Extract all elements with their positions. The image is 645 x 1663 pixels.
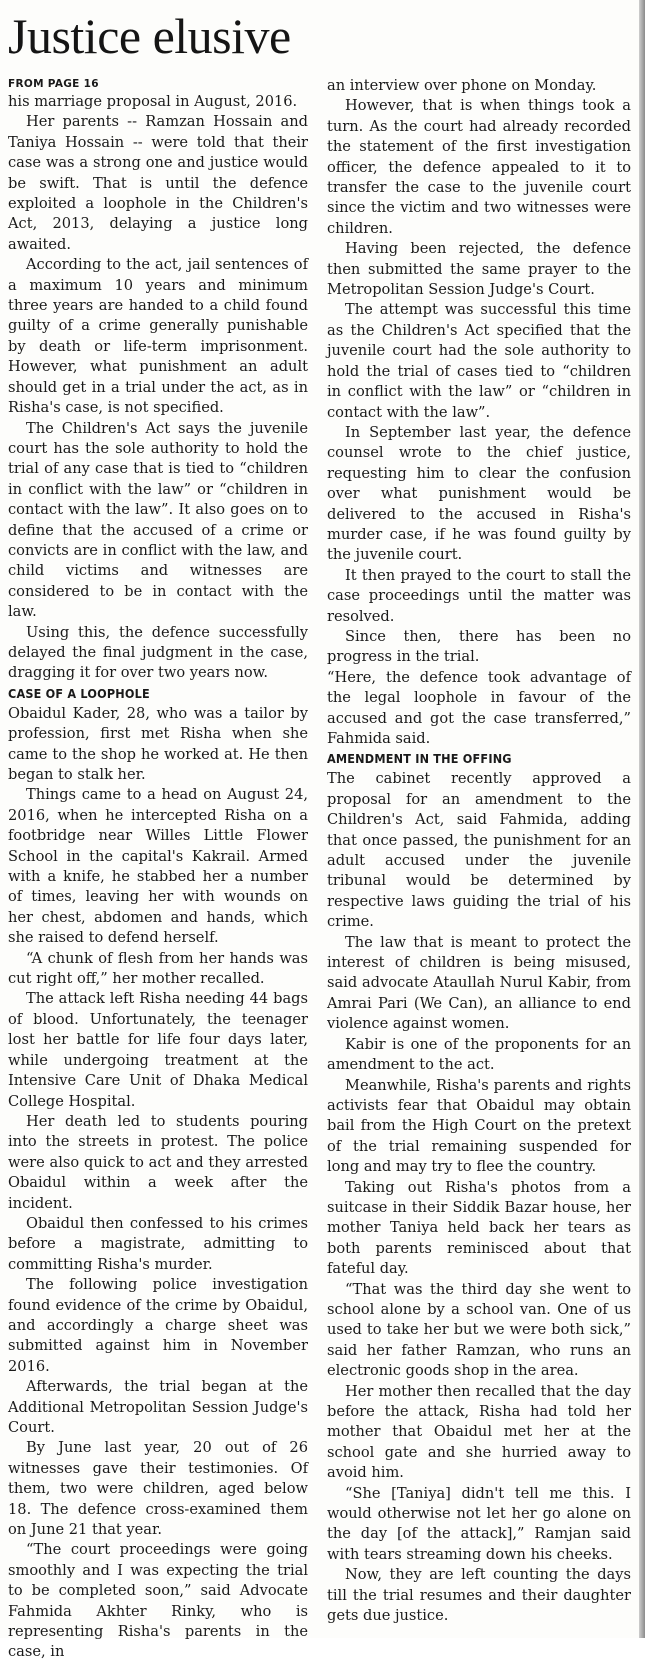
article-paragraph: By June last year, 20 out of 26 witnesses gave their testimonies. Of them, two were children, aged below 18. The defence cross-examined them on June 21 that year. — [8, 1439, 308, 1539]
article-paragraph: “She [Taniya] didn't tell me this. I would otherwise not let her go alone on the day [of the attack],” Ramjan said with tears streaming down his cheeks. — [327, 1484, 631, 1563]
article-paragraph: Kabir is one of the proponents for an amendment to the act. — [327, 1035, 631, 1074]
section-subhead: AMENDMENT IN THE OFFING — [327, 751, 512, 767]
article-paragraph: Her death led to students pouring into the streets in protest. The police were also quick to act and they arrested Obaidul within a week after the incident. — [8, 1112, 308, 1212]
article-paragraph: The attempt was successful this time as the Children's Act specified that the juvenile court had the sole authority to hold the trial of cases tied to “children in conflict with the law” or “children in contact with the law”. — [327, 301, 631, 421]
article-paragraph: “Here, the defence took advantage of the legal loophole in favour of the accused and got the case transferred,” Fahmida said. — [327, 668, 631, 747]
continued-from-label: FROM PAGE 16 — [8, 78, 99, 90]
article-paragraph: Having been rejected, the defence then submitted the same prayer to the Metropolitan Session Judge's Court. — [327, 240, 631, 299]
page-edge — [639, 0, 645, 1638]
right-column-body — [327, 76, 631, 1626]
article-paragraph: Afterwards, the trial began at the Additional Metropolitan Session Judge's Court. — [8, 1378, 308, 1436]
article-paragraph: The cabinet recently approved a proposal for an amendment to the Children's Act, said Fahmida, adding that once passed, the punishment for an adult accused under the juvenile tribunal would be determined by respective laws guiding the trial of his crime. — [327, 770, 631, 931]
headline: Justice elusive — [8, 8, 291, 64]
article-paragraph: Obaidul Kader, 28, who was a tailor by profession, first met Risha when she came to the shop he worked at. He then began to stalk her. — [8, 704, 308, 783]
article-paragraph: Her mother then recalled that the day before the attack, Risha had told her mother that Obaidul met her at the school gate and she hurried away to avoid him. — [327, 1382, 631, 1482]
article-paragraph: an interview over phone on Monday. — [327, 77, 597, 94]
article-paragraph: Meanwhile, Risha's parents and rights activists fear that Obaidul may obtain bail from the High Court on the pretext of the trial remaining suspended for long and may try to flee the country. — [327, 1076, 631, 1176]
article-paragraph: The attack left Risha needing 44 bags of blood. Unfortunately, the teenager lost her battle for life four days later, while undergoing treatment at the Intensive Care Unit of Dhaka Medical College Hospital. — [8, 990, 308, 1110]
right-column — [327, 76, 631, 1626]
article-paragraph: “The court proceedings were going smoothly and I was expecting the trial to be completed soon,” said Advocate Fahmida Akhter Rinky, who is representing Risha's parents in the case, in — [8, 1541, 308, 1661]
article-paragraph: In September last year, the defence counsel wrote to the chief justice, requesting him to clear the confusion over what punishment would be delivered to the accused in Risha's murder case, if he was found guilty by the juvenile court. — [327, 423, 631, 564]
article-paragraph: The following police investigation found evidence of the crime by Obaidul, and accordingly a charge sheet was submitted against him in November 2016. — [8, 1276, 308, 1375]
article-paragraph: Since then, there has been no progress in the trial. — [327, 627, 631, 666]
section-subhead: CASE OF A LOOPHOLE — [8, 685, 150, 701]
article-paragraph: Things came to a head on August 24, 2016, when he intercepted Risha on a footbridge near Willes Little Flower School in the capital's Kakrail. Armed with a knife, he stabbed her a number of times, leaving her with wounds on her chest, abdomen and hands, which she raised to defend herself. — [8, 786, 308, 947]
article-paragraph: “That was the third day she went to school alone by a school van. One of us used to take her but we were both sick,” said her father Ramzan, who runs an electronic goods shop in the area. — [327, 1280, 631, 1380]
article-paragraph: The Children's Act says the juvenile court has the sole authority to hold the trial of any case that is tied to “children in conflict with the law” or “children in contact with the law”. It also goes on to define that the accused of a crime or convicts are in conflict with the law, and child victims and witnesses are considered to be in contact with the law. — [8, 419, 308, 621]
article-paragraph: However, that is when things took a turn. As the court had already recorded the statement of the first investigation officer, the defence appealed to it to transfer the case to the juvenile court since the victim and two witnesses were children. — [327, 97, 631, 237]
article-paragraph: It then prayed to the court to stall the case proceedings until the matter was resolved. — [327, 566, 631, 625]
article-paragraph: The law that is meant to protect the interest of children is being misused, said advocate Ataullah Nurul Kabir, from Amrai Pari (We Can), an alliance to end violence against women. — [327, 933, 631, 1033]
article-paragraph: “A chunk of flesh from her hands was cut right off,” her mother recalled. — [8, 949, 308, 988]
article-paragraph: According to the act, jail sentences of a maximum 10 years and minimum three years are handed to a child found guilty of a crime generally punishable by death or life-term imprisonment. However, what punishment an adult should get in a trial under the act, as in Risha's case, is not specified. — [8, 256, 308, 417]
article-paragraph: Obaidul then confessed to his crimes before a magistrate, admitting to committing Risha's murder. — [8, 1214, 308, 1273]
article-paragraph: Her parents -- Ramzan Hossain and Taniya Hossain -- were told that their case was a strong one and justice would be swift. That is until the defence exploited a loophole in the Children's Act, 2013, delaying a justice long awaited. — [8, 113, 308, 253]
article-paragraph: Now, they are left counting the days till the trial resumes and their daughter gets due justice. — [327, 1566, 631, 1625]
left-column — [8, 76, 308, 1663]
article-paragraph: Using this, the defence successfully delayed the final judgment in the case, dragging it for over two years now. — [8, 623, 308, 682]
article-paragraph: his marriage proposal in August, 2016. — [8, 93, 298, 110]
article-paragraph: Taking out Risha's photos from a suitcase in their Siddik Bazar house, her mother Taniya held back her tears as both parents reminisced about that fateful day. — [327, 1178, 631, 1278]
left-column-body — [8, 92, 308, 1663]
